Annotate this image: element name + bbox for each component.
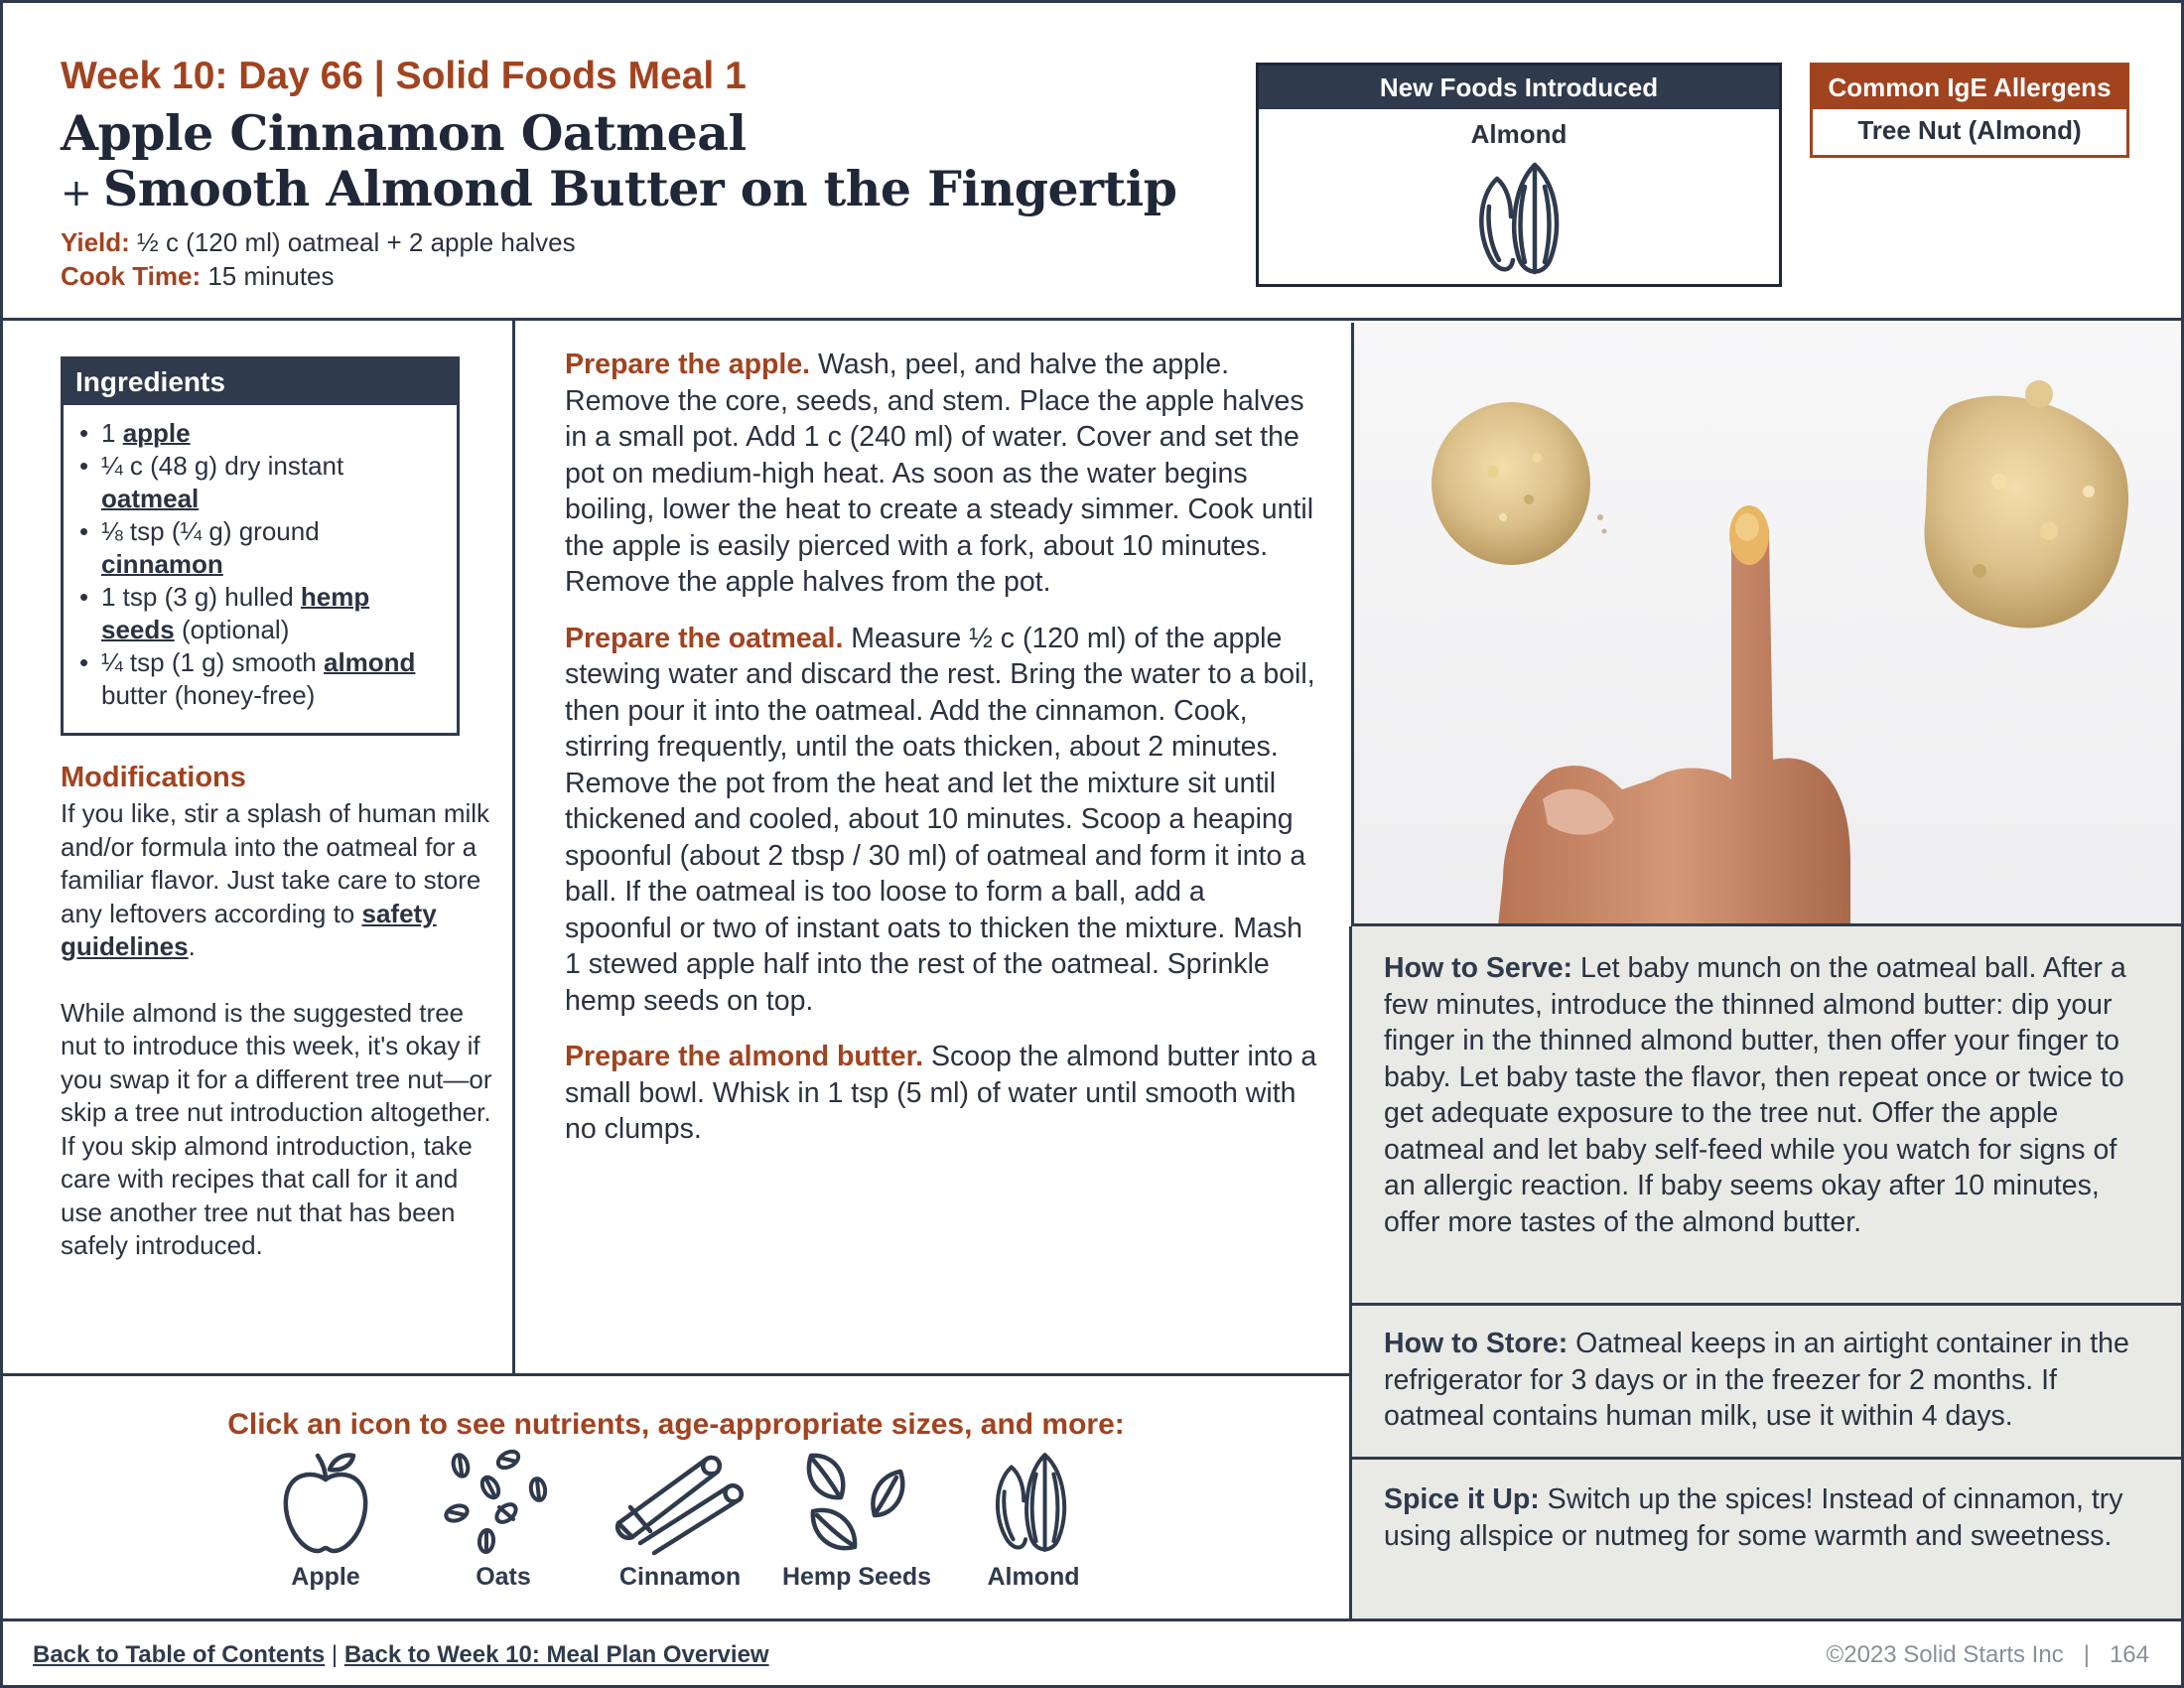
spice-it-up-text: Switch up the spices! Instead of cinnamon, try using allspice or nutmeg for some warmth and sweetness. (1384, 1483, 2123, 1552)
step-text: Wash, peel, and halve the apple. Remove the core, seeds, and stem. Place the apple halves in a small pot. Add 1 c (240 ml) of water. Cover and set the pot on medium-high heat. As soon as the water begins boiling, lower the heat to create a steady simmer. Cook until the apple is easily pierced with a fork, about 10 minutes. Remove the apple halves from the pot. (565, 349, 1314, 598)
footer-separator: | (325, 1641, 344, 1668)
allergens-heading: Common IgE Allergens (1813, 66, 2126, 109)
step-prepare-apple (565, 347, 1319, 601)
modifications-text (61, 797, 497, 1263)
copyright: ©2023 Solid Starts Inc (1826, 1641, 2064, 1668)
cook-time-label: Cook Time: (61, 261, 202, 291)
food-icons-section (3, 1373, 1349, 1618)
how-to-serve-box (1349, 926, 2181, 1306)
ingredient-qty: 1 tsp (3 g) hulled (101, 582, 301, 612)
how-to-serve-text: Let baby munch on the oatmeal ball. After a few minutes, introduce the thinned almond butter: dip your finger in the thinned almond butter, then offer your finger to baby. Let baby taste the flavor, then repeat once or twice to get adequate exposure to the tree nut. Offer the apple oatmeal and let baby self-feed while you watch for signs of an allergic reaction. If baby seems okay after 10 minutes, offer more tastes of the almond butter. (1384, 952, 2126, 1238)
recipe-subtitle (61, 160, 1176, 217)
instructions-column (565, 347, 1319, 1168)
how-to-serve-label: How to Serve: (1384, 952, 1573, 984)
food-icon-cinnamon[interactable] (601, 1448, 759, 1592)
yield-label: Yield: (61, 227, 130, 257)
ingredient-link-apple[interactable]: apple (122, 418, 191, 448)
step-prepare-oatmeal (565, 621, 1319, 1020)
ingredient-link-oatmeal[interactable]: oatmeal (101, 484, 200, 513)
almond-icon (1467, 157, 1576, 280)
apple-icon (276, 1448, 375, 1557)
step-title: Prepare the almond butter. (565, 1041, 924, 1072)
spice-it-up-box (1349, 1460, 2181, 1618)
how-to-store-box (1349, 1306, 2181, 1460)
week-day-heading: Week 10: Day 66 | Solid Foods Meal 1 (61, 55, 747, 97)
modifications-heading: Modifications (61, 762, 246, 793)
ingredient-item (77, 515, 445, 581)
new-food-item: Almond (1470, 119, 1568, 149)
ingredients-list (64, 405, 457, 712)
plus-sign: + (61, 171, 103, 214)
allergens-box (1810, 63, 2129, 158)
ingredient-qty: ⅛ tsp (¼ g) ground (101, 516, 320, 546)
food-icon-label: Apple (291, 1563, 360, 1591)
ingredient-item (77, 646, 445, 712)
almond-icon (979, 1448, 1088, 1557)
ingredients-heading: Ingredients (64, 359, 457, 405)
back-to-week-overview-link[interactable]: Back to Week 10: Meal Plan Overview (343, 1641, 769, 1668)
how-to-store-text: Oatmeal keeps in an airtight container in the refrigerator for 3 days or in the freezer for 2 months. If oatmeal contains human milk, use it within 4 days. (1384, 1328, 2129, 1432)
modifications-text-pre: If you like, stir a splash of human milk and/or formula into the oatmeal for a familiar flavor. Just take care to store any leftovers according to (61, 798, 490, 928)
safety-guidelines-link[interactable]: safety guidelines (61, 898, 437, 961)
ingredient-note: butter (honey-free) (101, 680, 316, 710)
ingredient-link-almond[interactable]: almond (323, 647, 416, 677)
ingredient-note: (optional) (174, 615, 290, 644)
how-to-store-label: How to Store: (1384, 1328, 1569, 1359)
oats-icon (439, 1448, 568, 1557)
step-text: Scoop the almond butter into a small bowl. Whisk in 1 tsp (5 ml) of water until smooth with no clumps. (565, 1041, 1317, 1145)
food-icon-label: Hemp Seeds (781, 1563, 932, 1591)
back-to-toc-link[interactable]: Back to Table of Contents (33, 1641, 326, 1668)
food-icon-label: Almond (987, 1563, 1080, 1591)
footer-meta (1827, 1641, 2149, 1669)
ingredient-item (77, 581, 445, 646)
food-icon-hemp-seeds[interactable] (777, 1448, 936, 1592)
cook-time-value: 15 minutes (201, 261, 335, 291)
left-column (3, 321, 515, 1373)
cook-time-line (61, 261, 335, 292)
footer-links (33, 1641, 769, 1669)
ingredient-link-hemp-seeds[interactable]: hemp seeds (101, 582, 370, 644)
step-title: Prepare the apple. (565, 349, 811, 380)
page-separator: | (2083, 1641, 2090, 1668)
icons-prompt: Click an icon to see nutrients, age-appropriate sizes, and more: (227, 1408, 1125, 1441)
step-title: Prepare the oatmeal. (565, 622, 844, 654)
ingredient-link-cinnamon[interactable]: cinnamon (101, 549, 223, 579)
yield-line (61, 227, 576, 258)
recipe-subtitle-text: Smooth Almond Butter on the Fingertip (102, 160, 1177, 217)
recipe-title: Apple Cinnamon Oatmeal (61, 104, 747, 162)
ingredients-box (61, 356, 460, 736)
modifications-paragraph-1 (61, 797, 497, 964)
new-foods-heading: New Foods Introduced (1259, 66, 1779, 109)
cinnamon-icon (611, 1448, 750, 1557)
new-foods-box (1256, 63, 1782, 287)
page-footer (3, 1618, 2181, 1685)
ingredient-item (77, 450, 445, 515)
allergen-item: Tree Nut (Almond) (1857, 115, 2082, 145)
food-icon-label: Oats (476, 1563, 531, 1591)
yield-value: ½ c (120 ml) oatmeal + 2 apple halves (129, 227, 576, 257)
food-icon-almond[interactable] (954, 1448, 1113, 1592)
ingredient-qty: 1 (101, 418, 123, 448)
ingredient-item (77, 417, 445, 450)
food-icon-label: Cinnamon (618, 1563, 742, 1591)
ingredient-qty: ¼ c (48 g) dry instant (101, 451, 344, 481)
modifications-paragraph-2: While almond is the suggested tree nut to introduce this week, it's okay if you swap it for a different tree nut—or skip a tree nut introduction altogether. If you skip almond introduction, take care with recipes that call for it and use another tree nut that has been safely introduced. (61, 997, 492, 1260)
spice-it-up-label: Spice it Up: (1384, 1483, 1540, 1515)
food-icon-oats[interactable] (424, 1448, 583, 1592)
food-icon-apple[interactable] (246, 1448, 405, 1592)
recipe-photo (1351, 323, 2181, 926)
hemp-seeds-icon (797, 1448, 916, 1557)
modifications-text-post: . (188, 931, 196, 961)
oatmeal-fingertip-illustration (1354, 323, 2181, 926)
step-text: Measure ½ c (120 ml) of the apple stewing water and discard the rest. Bring the water to a boil, then pour it into the oatmeal. Add the cinnamon. Cook, stirring frequently, until the oats thicken, about 2 minutes. Remove the pot from the heat and let the mixture sit until thickened and cooled, about 10 minutes. Scoop a heaping spoonful (about 2 tbsp / 30 ml) of oatmeal and form it into a ball. If the oatmeal is too loose to form a ball, add a spoonful or two of instant oats to thicken the mixture. Mash 1 stewed apple half into the rest of the oatmeal. Sprinkle hemp seeds on top. (565, 622, 1315, 1017)
ingredient-qty: ¼ tsp (1 g) smooth (101, 647, 324, 677)
step-prepare-almond-butter (565, 1039, 1319, 1148)
page-number: 164 (2109, 1641, 2149, 1668)
page-header (3, 3, 2181, 321)
